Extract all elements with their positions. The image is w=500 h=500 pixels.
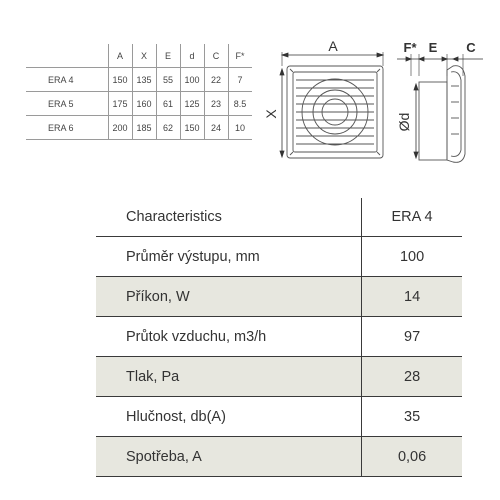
dimension-col-header: A	[108, 44, 132, 68]
dimension-value: 61	[156, 92, 180, 116]
model-name: ERA 4	[26, 68, 108, 92]
characteristic-row	[96, 397, 462, 437]
dimension-col-header: F*	[228, 44, 252, 68]
dimension-value: 150	[180, 116, 204, 140]
dimension-value: 100	[180, 68, 204, 92]
dimension-value: 160	[132, 92, 156, 116]
dimension-x-arrow	[280, 69, 284, 157]
characteristic-label: Tlak, Pa	[96, 357, 362, 397]
dimension-a-label: A	[328, 38, 338, 54]
model-name: ERA 6	[26, 116, 108, 140]
dimension-row	[26, 92, 252, 116]
dimension-value: 175	[108, 92, 132, 116]
dimension-value: 7	[228, 68, 252, 92]
fan-grille	[287, 66, 383, 158]
characteristic-row	[96, 437, 462, 477]
dimension-col-header: d	[180, 44, 204, 68]
dimension-value: 150	[108, 68, 132, 92]
dimension-a-arrow	[282, 52, 383, 66]
dimension-f-label: F*	[403, 40, 417, 55]
dimension-value: 23	[204, 92, 228, 116]
dimension-value: 125	[180, 92, 204, 116]
characteristic-value: 100	[362, 237, 462, 277]
characteristics-header-row	[96, 198, 462, 237]
characteristic-label: Hlučnost, db(A)	[96, 397, 362, 437]
characteristic-row	[96, 317, 462, 357]
dimension-col-header: X	[132, 44, 156, 68]
dimension-d-label: Ød	[396, 112, 412, 132]
characteristic-label: Příkon, W	[96, 277, 362, 317]
dimension-value: 200	[108, 116, 132, 140]
characteristic-label: Spotřeba, A	[96, 437, 362, 477]
dimension-col-header: E	[156, 44, 180, 68]
fan-side-profile	[419, 66, 465, 163]
dimension-value: 55	[156, 68, 180, 92]
dimension-row	[26, 116, 252, 140]
fan-front-view-drawing	[262, 36, 387, 166]
characteristic-row	[96, 277, 462, 317]
dimension-row	[26, 68, 252, 92]
dimension-c-label: C	[466, 40, 476, 55]
fan-side-view-drawing	[395, 36, 495, 166]
dimension-value: 22	[204, 68, 228, 92]
characteristic-value: 35	[362, 397, 462, 437]
dimension-value: 8.5	[228, 92, 252, 116]
dimension-d-arrow	[414, 84, 418, 158]
characteristics-header-label: Characteristics	[96, 198, 362, 237]
characteristic-value: 97	[362, 317, 462, 357]
characteristics-table	[96, 198, 462, 477]
characteristic-label: Průměr výstupu, mm	[96, 237, 362, 277]
characteristic-value: 14	[362, 277, 462, 317]
characteristic-label: Průtok vzduchu, m3/h	[96, 317, 362, 357]
dimension-table	[26, 44, 252, 140]
dimension-value: 10	[228, 116, 252, 140]
dimension-value: 24	[204, 116, 228, 140]
characteristics-header-model: ERA 4	[362, 198, 462, 237]
characteristic-row	[96, 357, 462, 397]
model-name: ERA 5	[26, 92, 108, 116]
dimension-header-row	[26, 44, 252, 68]
side-dimension-arrows	[397, 54, 483, 76]
dimension-x-label: X	[263, 109, 279, 119]
characteristic-value: 0,06	[362, 437, 462, 477]
dimension-col-header: C	[204, 44, 228, 68]
characteristic-value: 28	[362, 357, 462, 397]
dimension-value: 135	[132, 68, 156, 92]
dimension-value: 185	[132, 116, 156, 140]
characteristic-row	[96, 237, 462, 277]
dimension-value: 62	[156, 116, 180, 140]
dimension-e-label: E	[428, 40, 438, 55]
dimension-corner-cell	[26, 44, 108, 68]
